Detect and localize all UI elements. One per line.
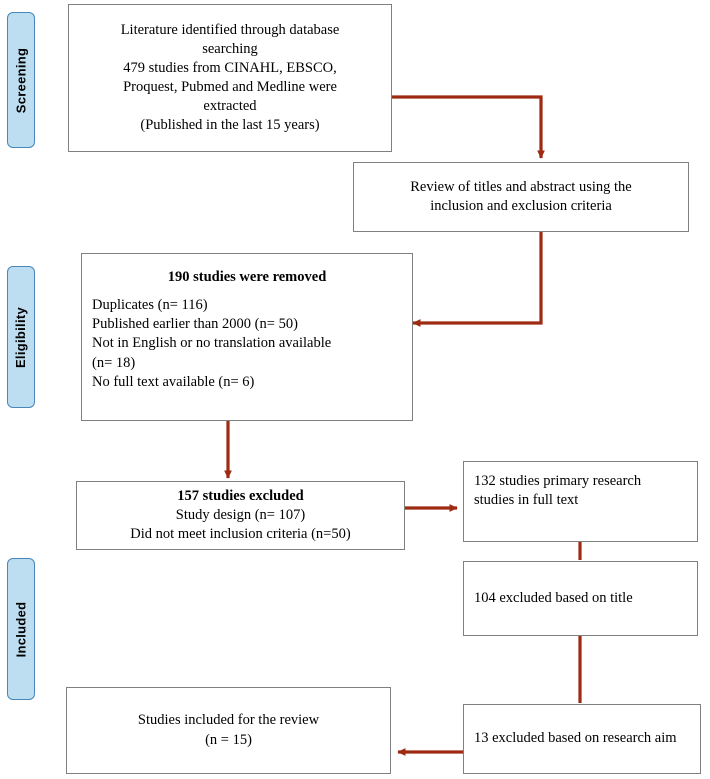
box-104-excluded-title [463, 561, 698, 636]
box-identification-line-5: extracted [203, 98, 257, 115]
box-157-excluded-line-2: Did not meet inclusion criteria (n=50) [130, 526, 351, 543]
box-review-line-2: inclusion and exclusion criteria [430, 198, 612, 214]
box-13-excluded-aim-line-1: 13 excluded based on research aim [474, 730, 677, 747]
box-review-titles-abstracts [353, 162, 689, 232]
box-studies-removed-line-1: Duplicates (n= 116) [92, 297, 208, 314]
box-157-excluded-line-1: Study design (n= 107) [175, 506, 306, 523]
stage-tab-included [7, 558, 35, 700]
stage-tab-included-label: Included [13, 601, 29, 657]
box-studies-included [66, 687, 391, 774]
box-157-excluded-heading: 157 studies excluded [177, 487, 304, 504]
stage-tab-eligibility [7, 266, 35, 408]
box-identification-line-3: 479 studies from CINAHL, EBSCO, [123, 59, 337, 76]
box-132-full-text [463, 461, 698, 542]
box-identification-line-2: searching [202, 40, 258, 57]
stage-tab-screening [7, 12, 35, 148]
box-review-line-1: Review of titles and abstract using the [410, 178, 632, 195]
box-identification-line-6: (Published in the last 15 years) [140, 117, 320, 134]
box-studies-removed-line-4: (n= 18) [92, 354, 136, 371]
stage-tab-screening-label: Screening [13, 47, 29, 113]
box-157-excluded [76, 481, 405, 550]
spacer [82, 287, 412, 296]
box-identification [68, 4, 392, 152]
stage-tab-eligibility-label: Eligibility [13, 306, 29, 368]
box-104-excluded-title-line-1: 104 excluded based on title [474, 589, 633, 606]
box-132-full-text-line-1: 132 studies primary research [474, 473, 642, 489]
box-studies-removed-line-5: No full text available (n= 6) [92, 373, 255, 390]
box-studies-removed [81, 253, 413, 421]
box-132-full-text-line-2: studies in full text [474, 492, 579, 509]
box-studies-removed-line-2: Published earlier than 2000 (n= 50) [92, 316, 298, 333]
box-studies-included-line-2: (n = 15) [205, 731, 252, 748]
box-studies-removed-heading: 190 studies were removed [167, 269, 327, 285]
box-13-excluded-aim [463, 704, 701, 774]
box-identification-line-4: Proquest, Pubmed and Medline were [123, 79, 337, 95]
box-studies-removed-line-3: Not in English or no translation available [92, 335, 332, 352]
box-identification-line-1: Literature identified through database [120, 21, 340, 38]
box-studies-included-line-1: Studies included for the review [137, 712, 320, 729]
